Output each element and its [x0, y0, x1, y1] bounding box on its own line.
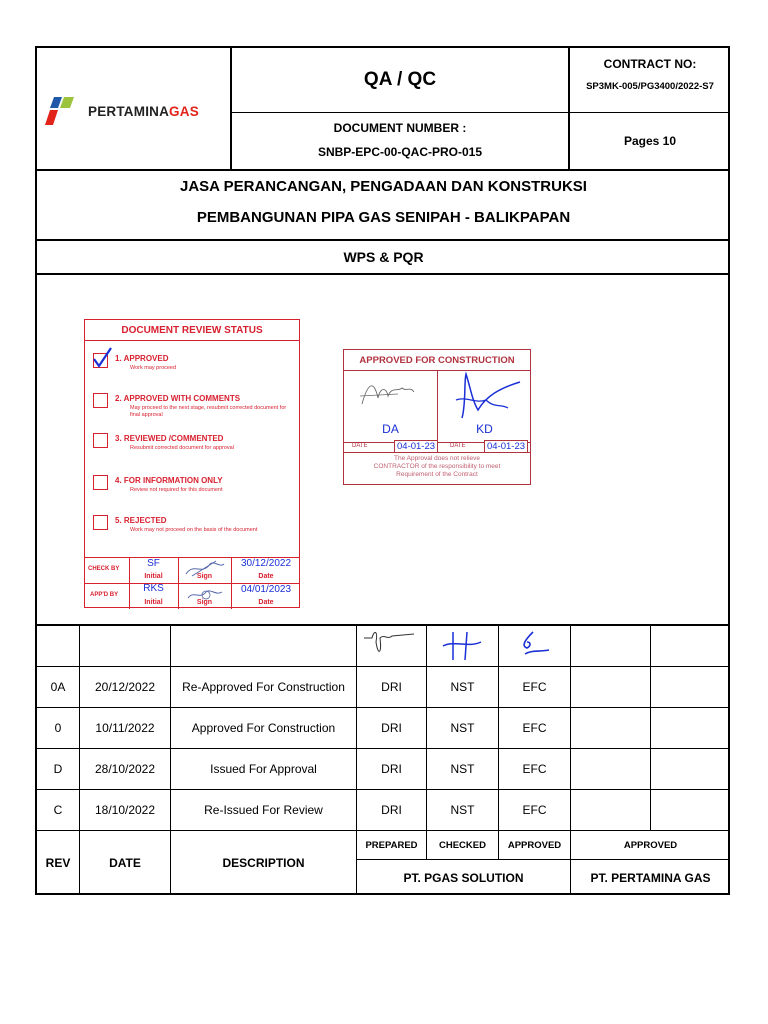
rev-cell-desc: Re-Issued For Review	[204, 803, 323, 817]
checkmark-icon	[91, 347, 113, 369]
logo-text: PERTAMINAGAS	[88, 104, 199, 119]
checkbox	[93, 393, 108, 408]
contractor-name: PT. PGAS SOLUTION	[403, 870, 524, 885]
appd-by-initial: RKS	[143, 583, 164, 594]
pertamina-logo-icon	[44, 94, 84, 128]
appd-by-date: 04/01/2023	[240, 584, 292, 595]
project-title-line1: JASA PERANCANGAN, PENGADAAN DAN KONSTRUKSI	[180, 178, 587, 195]
afc-left-date: 04-01-23	[394, 440, 438, 453]
company-logo	[44, 94, 224, 128]
rev-cell-approved: EFC	[522, 680, 547, 694]
afc-right-initial: KD	[476, 422, 493, 436]
afc-disclaimer: The Approval does not relieve CONTRACTOR of the responsibility to meet Requirement of the Contract	[373, 455, 501, 478]
approved-signature-icon	[501, 628, 567, 664]
afc-left-initial: DA	[382, 422, 399, 436]
description-header: DESCRIPTION	[222, 856, 305, 870]
rev-cell-desc: Approved For Construction	[191, 721, 336, 735]
owner-approved-header: APPROVED	[623, 839, 678, 851]
afc-right-date: 04-01-23	[484, 440, 528, 453]
signature-da-icon	[352, 374, 432, 416]
checkbox	[93, 433, 108, 448]
rev-cell-desc: Re-Approved For Construction	[182, 680, 345, 694]
rev-cell-date: 18/10/2022	[94, 803, 156, 817]
rev-cell-prepared: DRI	[381, 680, 402, 694]
checked-signature-icon	[429, 628, 495, 664]
rev-cell-approved: EFC	[522, 721, 547, 735]
contract-number: SP3MK-005/PG3400/2022-S7	[586, 81, 714, 92]
rev-cell-date: 20/12/2022	[94, 680, 156, 694]
rev-cell-rev: 0	[54, 721, 62, 735]
rev-cell-rev: C	[53, 803, 63, 817]
rev-cell-checked: NST	[450, 762, 475, 776]
signature-kd-icon	[442, 370, 528, 424]
check-by-date: 30/12/2022	[240, 558, 292, 569]
afc-title: APPROVED FOR CONSTRUCTION	[344, 350, 530, 371]
checkbox	[93, 475, 108, 490]
rev-cell-prepared: DRI	[381, 762, 402, 776]
rev-cell-date: 10/11/2022	[95, 721, 155, 735]
rev-header: REV	[45, 856, 71, 870]
rev-cell-approved: EFC	[522, 803, 547, 817]
afc-stamp: APPROVED FOR CONSTRUCTION DA KD DATE 04-01-23 DATE 04-01-23 The Approval does not relieve CONTRACTOR of the responsibility to meet Requirement of the Contract	[343, 349, 531, 485]
rev-cell-date: 28/10/2022	[94, 762, 156, 776]
document-number: SNBP-EPC-00-QAC-PRO-015	[317, 145, 483, 159]
rev-cell-desc: Issued For Approval	[210, 762, 317, 776]
rev-cell-checked: NST	[450, 721, 475, 735]
date-header: DATE	[109, 856, 141, 870]
contract-label: CONTRACT NO:	[603, 57, 697, 71]
project-title-line2: PEMBANGUNAN PIPA GAS SENIPAH - BALIKPAPAN	[196, 209, 571, 226]
review-status-title: DOCUMENT REVIEW STATUS	[85, 320, 299, 341]
check-by-initial: SF	[147, 558, 160, 569]
rev-cell-prepared: DRI	[381, 803, 402, 817]
check-by-label: CHECK BY	[88, 566, 120, 572]
department-title: QA / QC	[363, 69, 437, 90]
approved-header: APPROVED	[507, 839, 562, 851]
document-number-label: DOCUMENT NUMBER :	[333, 121, 467, 135]
checked-header: CHECKED	[439, 839, 486, 851]
prepared-header: PREPARED	[365, 839, 418, 851]
rev-cell-rev: D	[53, 762, 63, 776]
rev-cell-approved: EFC	[522, 762, 547, 776]
page-count: Pages 10	[623, 134, 677, 148]
rev-cell-checked: NST	[450, 680, 475, 694]
rev-cell-rev: 0A	[50, 680, 66, 694]
prepared-signature-icon	[358, 628, 424, 664]
rev-cell-prepared: DRI	[381, 721, 402, 735]
rev-cell-checked: NST	[450, 803, 475, 817]
checkbox	[93, 515, 108, 530]
owner-name: PT. PERTAMINA GAS	[590, 870, 711, 885]
document-title: WPS & PQR	[343, 249, 424, 265]
review-status-stamp: DOCUMENT REVIEW STATUS 1. APPROVED Work may proceed 2. APPROVED WITH COMMENTS May proceed to the next stage, resubmit corrected document for final approval 3. REVIEWED /COMMENTED Resubmit corrected document for approval 4. FOR INFORMATION ONLY Review not required for this document 5. REJECTED Work may not proceed on the basis of the document CHECK BY SF Initial Sign 30/12/2022 Date APP'D BY RKS Initial Sign 04/01/2023 Date	[84, 319, 300, 608]
appd-by-label: APP'D BY	[90, 592, 119, 598]
